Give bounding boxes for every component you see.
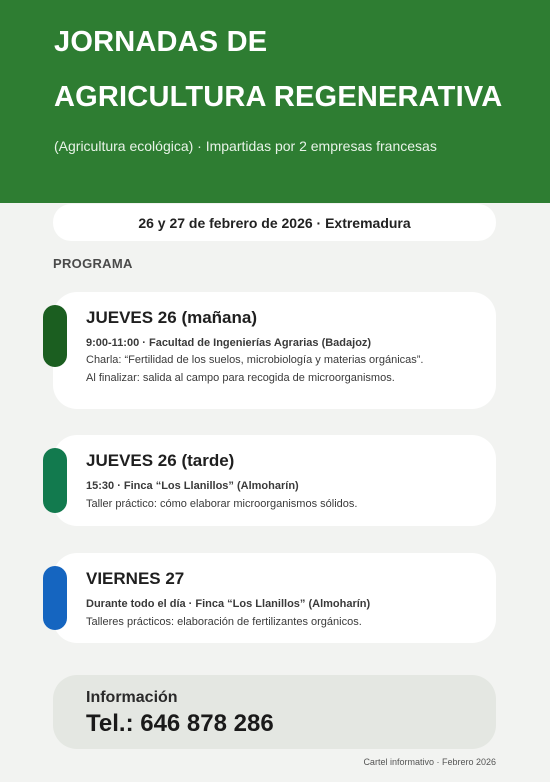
header-banner bbox=[0, 0, 550, 203]
program-card-thursday-afternoon bbox=[53, 435, 496, 526]
card-line: Taller práctico: cómo elaborar microorganismos sólidos. bbox=[86, 498, 358, 510]
card-meta: 15:30 · Finca “Los Llanillos” (Almoharín) bbox=[86, 480, 299, 492]
subtitle: (Agricultura ecológica) · Impartidas por 2 empresas francesas bbox=[54, 138, 437, 154]
accent-bar bbox=[43, 305, 67, 367]
card-title: JUEVES 26 (tarde) bbox=[86, 451, 235, 470]
accent-bar bbox=[43, 448, 67, 513]
program-card-friday bbox=[53, 553, 496, 643]
info-box bbox=[53, 675, 496, 749]
section-label: PROGRAMA bbox=[53, 256, 133, 271]
footer-note: Cartel informativo · Febrero 2026 bbox=[363, 757, 496, 767]
card-title: VIERNES 27 bbox=[86, 569, 185, 588]
accent-bar bbox=[43, 566, 67, 630]
date-banner-text: 26 y 27 de febrero de 2026 · Extremadura bbox=[138, 214, 411, 231]
card-line: Charla: “Fertilidad de los suelos, microbiología y materias orgánicas”. bbox=[86, 354, 424, 366]
date-banner bbox=[53, 204, 496, 241]
card-title: JUEVES 26 (mañana) bbox=[86, 308, 258, 327]
card-meta: 9:00-11:00 · Facultad de Ingenierías Agrarias (Badajoz) bbox=[86, 337, 372, 349]
info-phone: Tel.: 646 878 286 bbox=[86, 710, 274, 737]
program-card-thursday-morning bbox=[53, 292, 496, 409]
info-label: Información bbox=[86, 689, 178, 706]
title-line-2: AGRICULTURA REGENERATIVA bbox=[54, 81, 503, 113]
card-line: Talleres prácticos: elaboración de fertilizantes orgánicos. bbox=[86, 616, 362, 628]
card-meta: Durante todo el día · Finca “Los Llanillos” (Almoharín) bbox=[86, 598, 371, 610]
card-line: Al finalizar: salida al campo para recogida de microorganismos. bbox=[86, 372, 395, 384]
title-line-1: JORNADAS DE bbox=[54, 26, 268, 58]
